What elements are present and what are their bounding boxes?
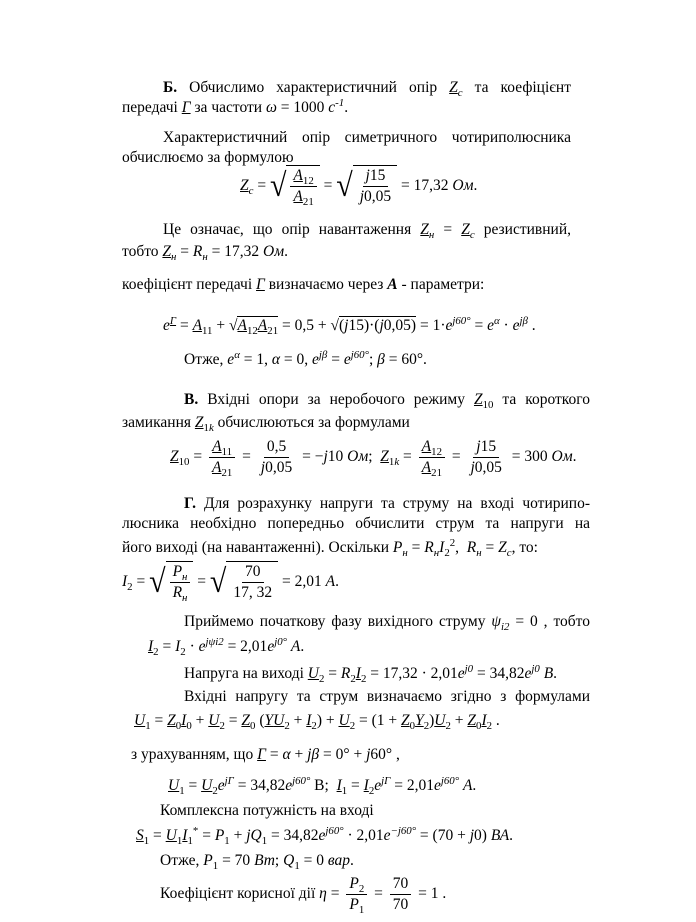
paragraph-v-line1: В. Вхідні опори за неробочого режиму $Z_{10}$ та короткого (184, 391, 591, 412)
equation-zc: $Z_c$ = √ $\frac{A_{12}}{A_{21}}$ = √ $\frac{j15}{j0,05}$ = 17,32 Ом. (240, 167, 478, 209)
equation-efficiency: Коефіцієнт корисної дії η = $\frac{P_2}{P_1}$ = $\frac{70}{70}$ = 1 . (160, 874, 447, 917)
paragraph-b-line6: тобто $Z_н = R_н = 17,32$ Ом. (122, 243, 288, 264)
equation-i2-complex: $I_2 = I_2 \cdot e^{j\psi i2} = 2,01e^{j0^\circ}$ A. (148, 635, 305, 659)
paragraph-g-line2: люсника необхідно попередньо обчислити струм та напруги на (122, 515, 590, 532)
paragraph-g-line7: з урахуванням, що Г = α + jβ = 0° + j60° , (131, 746, 400, 763)
equation-alpha-beta: Отже, $e^\alpha = 1$, α = 0, $e^{j\beta} = e^{j60^\circ}$; β = 60°. (184, 348, 427, 368)
equation-p1-q1: Отже, $P_1 = 70$ Вт; $Q_1 = 0$ вар. (160, 852, 354, 873)
equation-i2: $I_2$ = √ $\frac{P_н}{R_н}$ = √ $\frac{70}{17, 32}$ = 2,01 A. (122, 563, 339, 605)
equation-u1-i1: $U_1 = U_2e^{jГ} = 34,82e^{j60^\circ}$ В; $I_1 = I_2e^{jГ} = 2,01e^{j60^\circ}$ А. (168, 774, 477, 798)
paragraph-v-line2: замикання $Z_{1k}$ обчислюються за формулами (122, 414, 410, 435)
paragraph-b-line7: коефіцієнт передачі Г визначаємо через A - параметри: (122, 276, 485, 293)
equation-eg: $e^Г = A_{11} + √A_{12}A_{21} = 0,5 + √(j15)\cdot(j0,05) = 1\cdot e^{j60^\circ} = e^\alpha \cdot e^{j\beta}$ . (163, 314, 536, 338)
paragraph-g-line3: його виході (на навантаженні). Оскільки $P_н = R_нI_2^2$, $R_н = Z_c$, то: (122, 536, 538, 560)
equation-u1: $U_1 = Z_0I_0 + U_2 = Z_0$ $(YU_2 + I_2) + U_2 = (1 + Z_0Y_2)U_2 + Z_0I_2$ . (134, 712, 500, 733)
paragraph-b-line4: обчислюємо за формулою (122, 149, 294, 166)
paragraph-b-line1: Б. Обчислимо характеристичний опір $Z_c$ та коефіцієнт (163, 79, 571, 100)
paragraph-g-line1: Г. Для розрахунку напруги та струму на вході чотирипо- (184, 495, 590, 512)
paragraph-g-line8: Комплексна потужність на вході (160, 802, 374, 819)
paragraph-g-line5: Напруга на виході $U_2 = R_2I_2 = 17,32 \cdot 2,01e^{j0} = 34,82e^{j0}$ В. (184, 662, 558, 686)
paragraph-b-line5: Це означає, що опір навантаження $Z_н = Z_c$ резистивний, (163, 221, 571, 242)
paragraph-b-line2: передачі Г за частоти ω = 1000 $с^{-1}$. (122, 96, 349, 116)
equation-s1: $S_1 = U_1I_1^* = P_1 + jQ_1 = 34,82e^{j60^\circ} \cdot 2,01e^{-j60^\circ} = (70 + j0)$ ВА. (136, 824, 514, 848)
paragraph-g-line4: Приймемо початкову фазу вихідного струму $\psi_{i2} = 0$ , тобто (184, 613, 590, 634)
paragraph-b-line3: Характеристичний опір симетричного чотириполюсника (163, 129, 571, 146)
paragraph-g-line6: Вхідні напругу та струм визначаємо згідно з формулами (184, 688, 590, 705)
equation-z10-z1k: $Z_{10}$ = $\frac{A_{11}}{A_{21}}$ = $\frac{0,5}{j0,05}$ = −j10 Ом; $Z_{1k}$ = $\frac{A_{12}}{A_{21}}$ = $\frac{j15}{j0,05}$ = 300 Ом. (170, 437, 577, 480)
